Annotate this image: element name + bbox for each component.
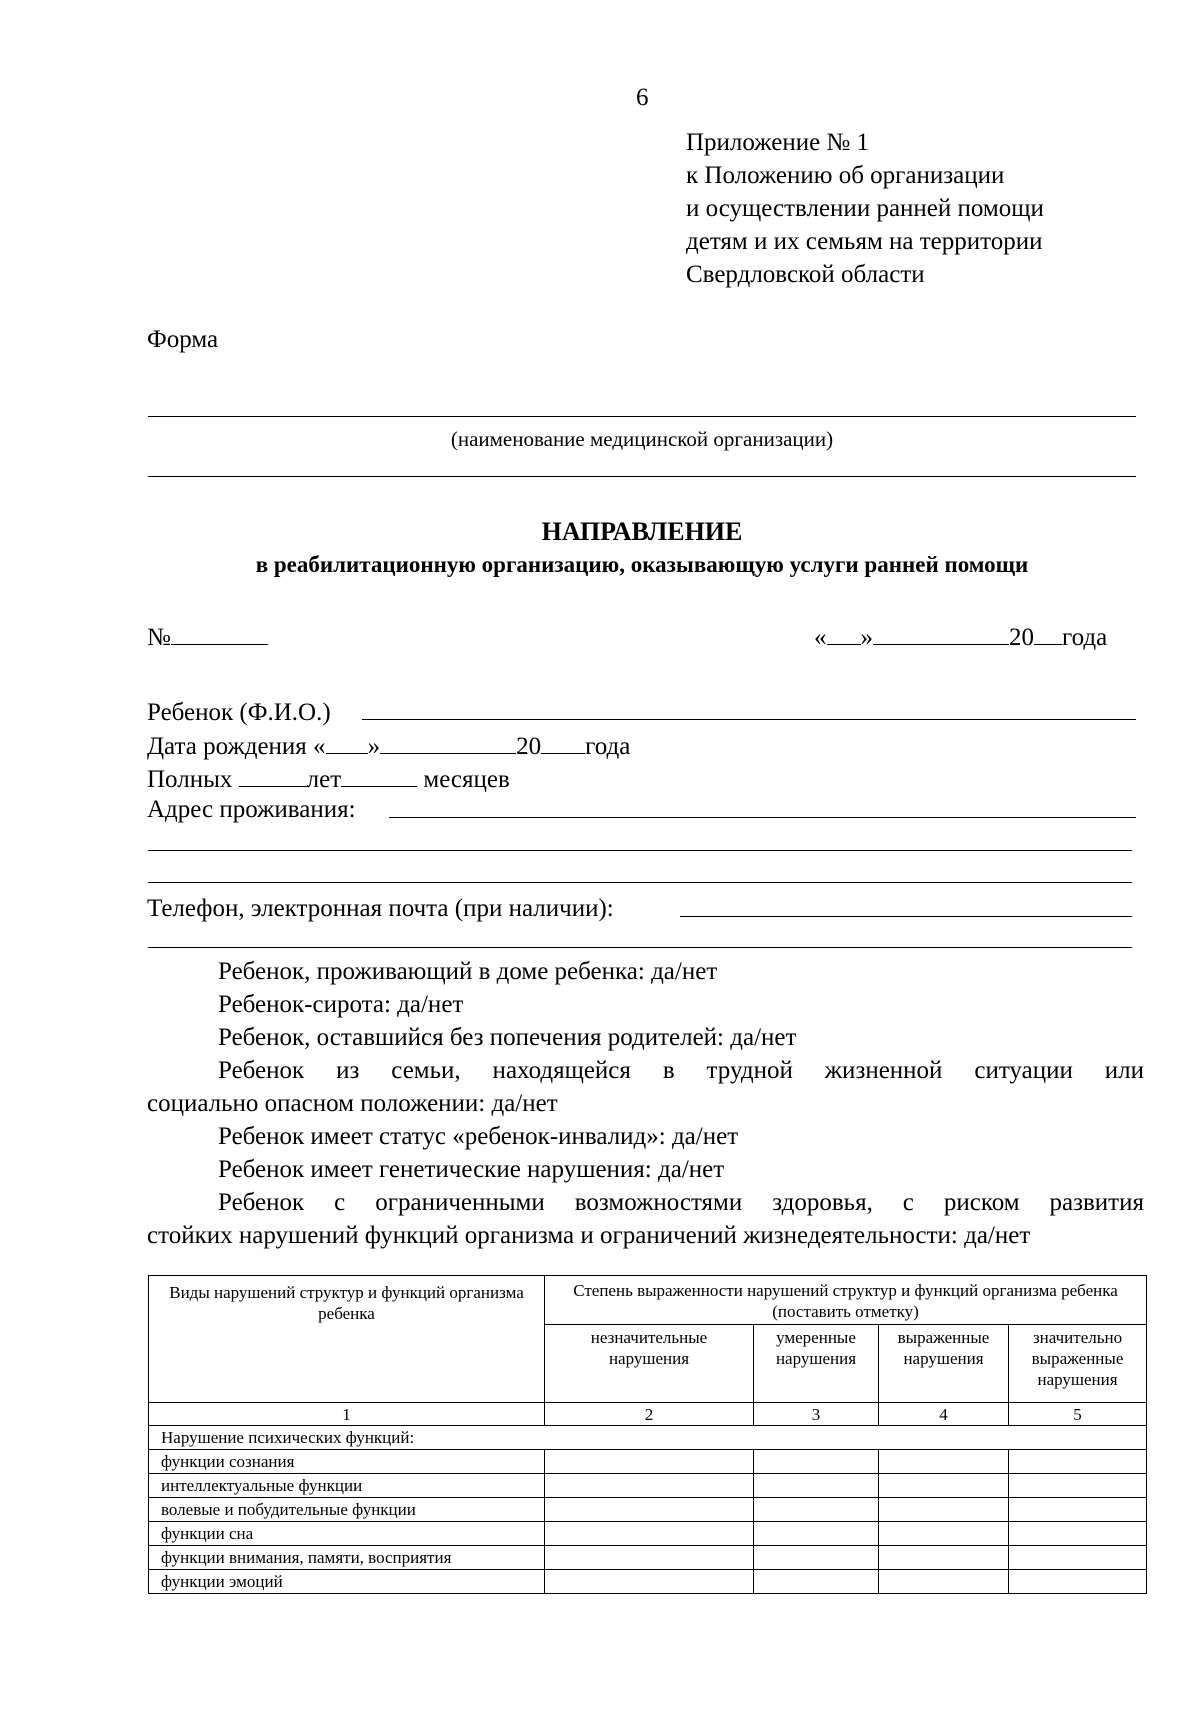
row-label: функции сна [149,1522,545,1546]
date-month-blank[interactable] [873,620,1009,645]
statement-home: Ребенок, проживающий в доме ребенка: да/нет [218,958,718,985]
header-impairment-types: Виды нарушений структур и функций организма ребенка [149,1276,545,1403]
table-row [149,1522,1147,1546]
date-field [814,620,1107,654]
table-row [149,1546,1147,1570]
date-year-blank[interactable] [1034,620,1062,645]
org-name-line[interactable] [148,416,1136,417]
section-mental-functions: Нарушение психических функций: [149,1426,1147,1450]
mark-cell[interactable] [754,1450,879,1474]
column-number: 1 [149,1403,545,1426]
age-field [147,762,510,796]
date-year-suffix: года [1062,624,1108,651]
address-line[interactable] [389,817,1136,818]
birth-day-blank[interactable] [326,729,368,754]
statement-disabled: Ребенок имеет статус «ребенок-инвалид»: да/нет [218,1123,739,1150]
row-label: функции внимания, памяти, восприятия [149,1546,545,1570]
table-row [149,1474,1147,1498]
column-number: 5 [1009,1403,1147,1426]
mark-cell[interactable] [754,1474,879,1498]
mark-cell[interactable] [754,1546,879,1570]
age-label: Полных [147,766,233,793]
row-label: интеллектуальные функции [149,1474,545,1498]
header-severe: выраженные нарушения [879,1325,1009,1403]
column-number: 2 [545,1403,754,1426]
age-years-label: лет [306,766,342,793]
mark-cell[interactable] [879,1522,1009,1546]
mark-cell[interactable] [754,1498,879,1522]
number-blank[interactable] [171,620,268,645]
appendix-line: Приложение № 1 [686,129,870,156]
mark-cell[interactable] [879,1450,1009,1474]
birth-date-label: Дата рождения « [147,733,326,760]
column-number: 4 [879,1403,1009,1426]
mark-cell[interactable] [545,1546,754,1570]
birth-year-blank[interactable] [541,729,585,754]
date-open-quote: « [814,624,827,651]
statement-no-care: Ребенок, оставшийся без попечения родителей: да/нет [218,1024,797,1051]
mark-cell[interactable] [1009,1474,1147,1498]
address-line-2[interactable] [148,850,1132,851]
row-label: функции эмоций [149,1570,545,1594]
statement-family-line1: Ребенок из семьи, находящейся в трудной жизненной ситуации или [218,1057,1144,1084]
contact-line[interactable] [680,916,1132,917]
number-label: № [147,624,171,651]
statement-orphan: Ребенок-сирота: да/нет [218,991,464,1018]
page-number: 6 [636,84,649,111]
mark-cell[interactable] [1009,1450,1147,1474]
birth-month-blank[interactable] [380,729,516,754]
org-caption: (наименование медицинской организации) [450,427,834,451]
mark-cell[interactable] [1009,1570,1147,1594]
statement-health-line1: Ребенок с ограниченными возможностями здоровья, с риском развития [218,1189,1144,1216]
birth-close-quote: » [367,733,381,760]
date-day-blank[interactable] [827,620,861,645]
appendix-line: к Положению об организации [686,162,1005,189]
birth-year-suffix: года [585,733,631,760]
appendix-line: Свердловской области [686,261,925,288]
mark-cell[interactable] [545,1450,754,1474]
impairments-table [148,1275,1147,1594]
mark-cell[interactable] [545,1498,754,1522]
mark-cell[interactable] [879,1570,1009,1594]
appendix-block [686,126,1044,291]
mark-cell[interactable] [545,1522,754,1546]
header-very-severe: значительно выраженные нарушения [1009,1325,1147,1403]
appendix-line: и осуществлении ранней помощи [686,195,1044,222]
statement-genetic: Ребенок имеет генетические нарушения: да/нет [218,1156,725,1183]
birth-date-field [147,729,630,763]
mark-cell[interactable] [879,1498,1009,1522]
birth-year-prefix: 20 [516,733,542,760]
child-fio-line[interactable] [362,719,1136,720]
age-months-blank[interactable] [341,762,417,787]
row-label: волевые и побудительные функции [149,1498,545,1522]
header-moderate: умеренные нарушения [754,1325,879,1403]
table-row [149,1570,1147,1594]
form-label: Форма [147,326,219,353]
contact-line-2[interactable] [148,947,1132,948]
appendix-line: детям и их семьям на территории [686,228,1043,255]
date-close-quote: » [860,624,873,651]
mark-cell[interactable] [754,1570,879,1594]
age-months-label: месяцев [423,766,510,793]
table-row [149,1450,1147,1474]
date-year-prefix: 20 [1009,624,1034,651]
number-field [147,620,268,654]
mark-cell[interactable] [879,1474,1009,1498]
statement-family-line2: социально опасном положении: да/нет [147,1090,558,1117]
mark-cell[interactable] [1009,1498,1147,1522]
child-fio-label: Ребенок (Ф.И.О.) [147,699,331,726]
mark-cell[interactable] [545,1570,754,1594]
mark-cell[interactable] [545,1474,754,1498]
mark-cell[interactable] [879,1546,1009,1570]
header-severity-group: Степень выраженности нарушений структур и функций организма ребенка (поставить отметку) [545,1276,1147,1325]
org-extra-line[interactable] [148,476,1136,477]
address-line-3[interactable] [148,882,1132,883]
contact-label: Телефон, электронная почта (при наличии): [147,895,614,922]
table-row [149,1498,1147,1522]
document-subtitle: в реабилитационную организацию, оказывающую услуги ранней помощи [255,552,1029,577]
row-label: функции сознания [149,1450,545,1474]
mark-cell[interactable] [1009,1546,1147,1570]
address-label: Адрес проживания: [147,796,356,823]
header-minor: незначительные нарушения [545,1325,754,1403]
mark-cell[interactable] [1009,1522,1147,1546]
statement-health-line2: стойких нарушений функций организма и ограничений жизнедеятельности: да/нет [147,1222,1031,1249]
age-years-blank[interactable] [239,762,307,787]
column-number: 3 [754,1403,879,1426]
mark-cell[interactable] [754,1522,879,1546]
document-title: НАПРАВЛЕНИЕ [541,517,743,546]
